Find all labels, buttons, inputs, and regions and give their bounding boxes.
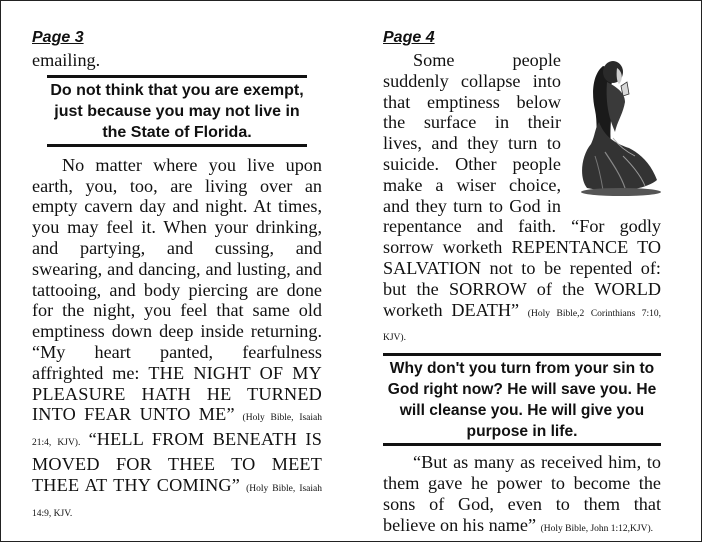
- page-3: [32, 28, 322, 524]
- page-3-quote1-caps: THE NIGHT OF MY PLEASURE HATH HE TURNED INTO FEAR UNTO ME: [32, 362, 322, 425]
- page-4-mid-text: not to be repented of: but the: [383, 257, 661, 299]
- page-3-quote2-close: ”: [231, 474, 240, 495]
- page-4-caps-4: DEATH: [451, 299, 511, 320]
- page-3-label: Page 3: [32, 29, 84, 46]
- page-4-label: Page 4: [383, 29, 435, 46]
- page-4-mid-text-2: of the: [526, 278, 595, 299]
- page-4-citation-1: (Holy Bible,2 Corinthians 7:10, KJV).: [383, 308, 661, 344]
- page-3-body-text: No matter where you live upon earth, you, too, are living over an empty cavern day and night. At times, you may feel it. When your drinking, and partying, and cussing, and swearing, and dancing, and lusting, and tattooing, and body piercing are done for the night, you feel that same old emptiness down deep inside returning. “My heart panted, fearfulness affrighted me:: [32, 154, 322, 383]
- page-4-closing: [383, 452, 661, 539]
- page-4-citation-2: (Holy Bible, John 1:12,KJV).: [540, 523, 653, 534]
- page-4-mid-text-3: worketh: [383, 299, 452, 320]
- page-4-quote-close: ”: [510, 299, 520, 320]
- page-4-body: [383, 50, 661, 349]
- page-3-body: [32, 155, 322, 525]
- page-4: [383, 28, 661, 539]
- page-4-caps-2: SORROW: [449, 278, 527, 299]
- page-3-quote2-open: “: [88, 429, 97, 450]
- praying-woman-image: [565, 52, 665, 202]
- page-3-callout: Do not think that you are exempt, just because you may not live in the State of Florida.: [47, 75, 307, 147]
- page-4-caps-3: WORLD: [594, 278, 662, 299]
- page-4-text-area: [383, 50, 661, 349]
- praying-woman-icon: [565, 52, 665, 202]
- page-3-quote2-caps: HELL FROM BENEATH IS MOVED FOR THEE TO MEET THEE AT THY COMING: [32, 429, 323, 495]
- page-4-callout: Why don't you turn from your sin to God right now? He will save you. He will cleanse you. He will give you purpose in life.: [383, 353, 661, 446]
- page-4-body-text: Some people suddenly collapse into that emptiness below the surface in their lives, and they turn to suicide. Other people make a wiser choice, and they turn to God in repentance and faith. “For godly sorrow worketh: [383, 50, 661, 258]
- page-3-quote2-citation: (Holy Bible, Isaiah 14:9, KJV.: [32, 483, 323, 519]
- page-3-opening-line: emailing.: [32, 50, 101, 70]
- page-3-quote1-close: ”: [226, 404, 235, 425]
- page-4-caps-1: REPENTANCE TO SALVATION: [383, 237, 661, 278]
- page-3-quote1-citation: (Holy Bible, Isaiah 21:4, KJV).: [32, 413, 323, 449]
- page-4-closing-text: “But as many as received him, to them gave he power to become the sons of God, even to them that believe on his name”: [383, 452, 661, 535]
